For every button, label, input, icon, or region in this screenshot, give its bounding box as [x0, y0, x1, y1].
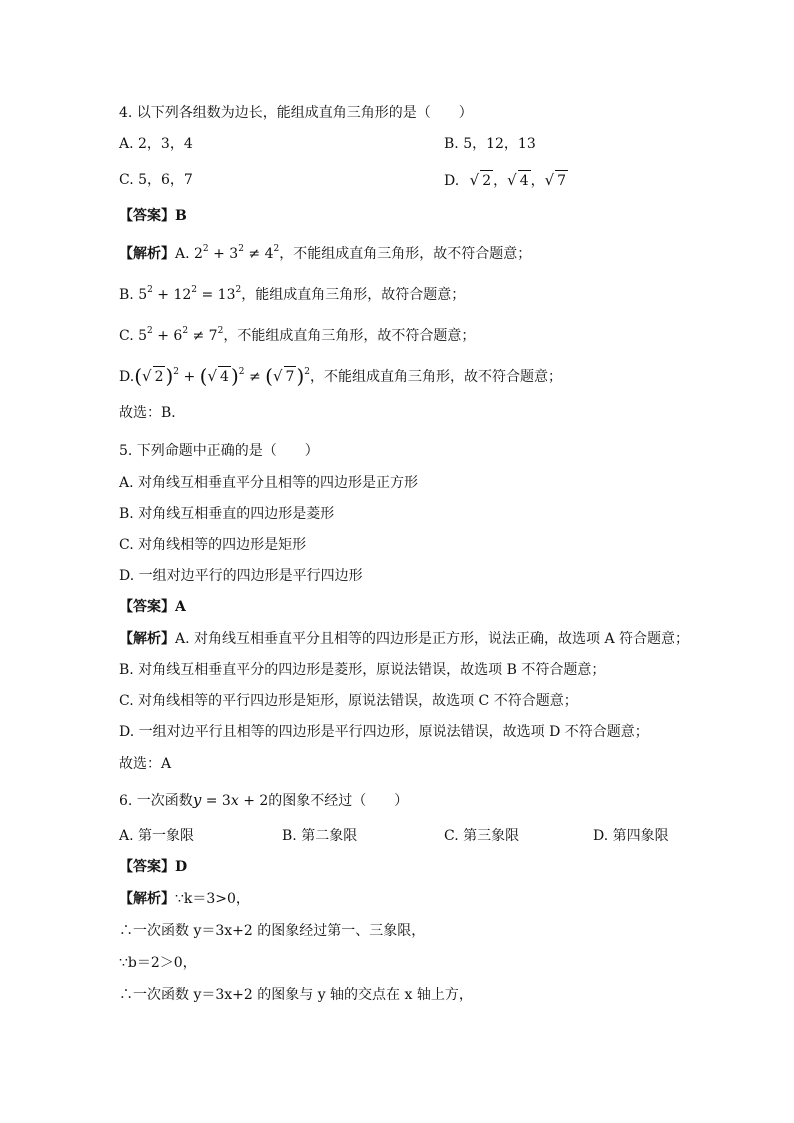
q4-analysis-b: B. $5^2 + 12^2 = 13^2$，能组成直角三角形，故符合题意； [119, 285, 466, 303]
q4-answer: 【答案】B [119, 208, 187, 224]
q6-option-c: C. 第三象限 [444, 828, 520, 844]
q4-analysis-d: D.(√ 2 )$^2$ + (√ 4 )$^2$ ≠ (√ 7 )$^2$，不能组成直角三角形，故不符合题意； [119, 364, 562, 388]
q4-analysis-label: 【解析】 [119, 246, 175, 262]
q5-option-b: B. 对角线互相垂直的四边形是菱形 [119, 506, 335, 522]
q5-stem: 5. 下列命题中正确的是（ ） [119, 443, 319, 459]
q5-option-a: A. 对角线互相垂直平分且相等的四边形是正方形 [119, 475, 419, 491]
q5-answer: 【答案】A [119, 599, 186, 615]
q4-stem: 4. 以下列各组数为边长，能组成直角三角形的是（ ） [119, 105, 473, 121]
q5-analysis-a-text: A. 对角线互相垂直平分且相等的四边形是正方形，说法正确，故选项 A 符合题意； [175, 631, 690, 647]
q4-conclusion: 故选：B． [119, 405, 186, 421]
q4-option-d-label: D. [444, 173, 460, 189]
q5-analysis-label: 【解析】 [119, 631, 175, 647]
q5-option-d: D. 一组对边平行的四边形是平行四边形 [119, 568, 363, 584]
q6-analysis-label: 【解析】 [119, 891, 175, 907]
q5-analysis-c: C. 对角线相等的平行四边形是矩形，原说法错误，故选项 C 不符合题意； [119, 693, 578, 709]
q6-option-b: B. 第二象限 [282, 828, 358, 844]
q6-analysis-line1: ∵k＝3>0， [175, 891, 250, 907]
q4-analysis-b-tail: ，能组成直角三角形，故符合题意； [241, 287, 466, 303]
q6-stem-post: 的图象不经过（ ） [268, 793, 409, 809]
q4-analysis-c: C. $5^2 + 6^2 \ne 7^2$，不能组成直角三角形，故不符合题意； [119, 326, 476, 344]
q4-analysis-a: 【解析】A. $2^2 + 3^2 \ne 4^2$，不能组成直角三角形，故不符合题意； [119, 244, 532, 262]
q4-option-a: A. 2，3，4 [119, 136, 193, 152]
q6-stem-pre: 6. 一次函数 [119, 793, 193, 809]
q5-conclusion: 故选：A [119, 756, 172, 772]
q5-analysis-d: D. 一组对边平行且相等的四边形是平行四边形，原说法错误，故选项 D 不符合题意； [119, 724, 649, 740]
q4-analysis-d-tail: ，不能组成直角三角形，故不符合题意； [310, 369, 562, 385]
q5-analysis-a [119, 629, 689, 649]
q6-analysis-1 [119, 889, 250, 909]
q4-option-c: C. 5，6，7 [119, 172, 193, 188]
q6-option-a: A. 第一象限 [119, 828, 195, 844]
q6-answer: 【答案】D [119, 859, 188, 875]
q6-analysis-line2: ∴一次函数 y＝3x+2 的图象经过第一、三象限， [119, 923, 426, 939]
q6-stem: 6. 一次函数y = 3x + 2的图象不经过（ ） [119, 791, 409, 809]
q6-analysis-line3: ∵b＝2＞0， [119, 955, 197, 971]
q4-option-b: B. 5，12，13 [444, 136, 536, 152]
q5-option-c: C. 对角线相等的四边形是矩形 [119, 537, 307, 553]
q6-option-d: D. 第四象限 [593, 828, 669, 844]
q4-analysis-a-tail: ，不能组成直角三角形，故不符合题意； [279, 246, 532, 262]
q4-option-d: D. √ 2 ，√ 4 ，√ 7 [444, 171, 567, 189]
q5-analysis-b: B. 对角线互相垂直平分的四边形是菱形，原说法错误，故选项 B 不符合题意； [119, 662, 606, 678]
q6-analysis-line4: ∴一次函数 y＝3x+2 的图象与 y 轴的交点在 x 轴上方， [119, 987, 473, 1003]
q4-analysis-c-tail: ，不能组成直角三角形，故不符合题意； [223, 328, 476, 344]
